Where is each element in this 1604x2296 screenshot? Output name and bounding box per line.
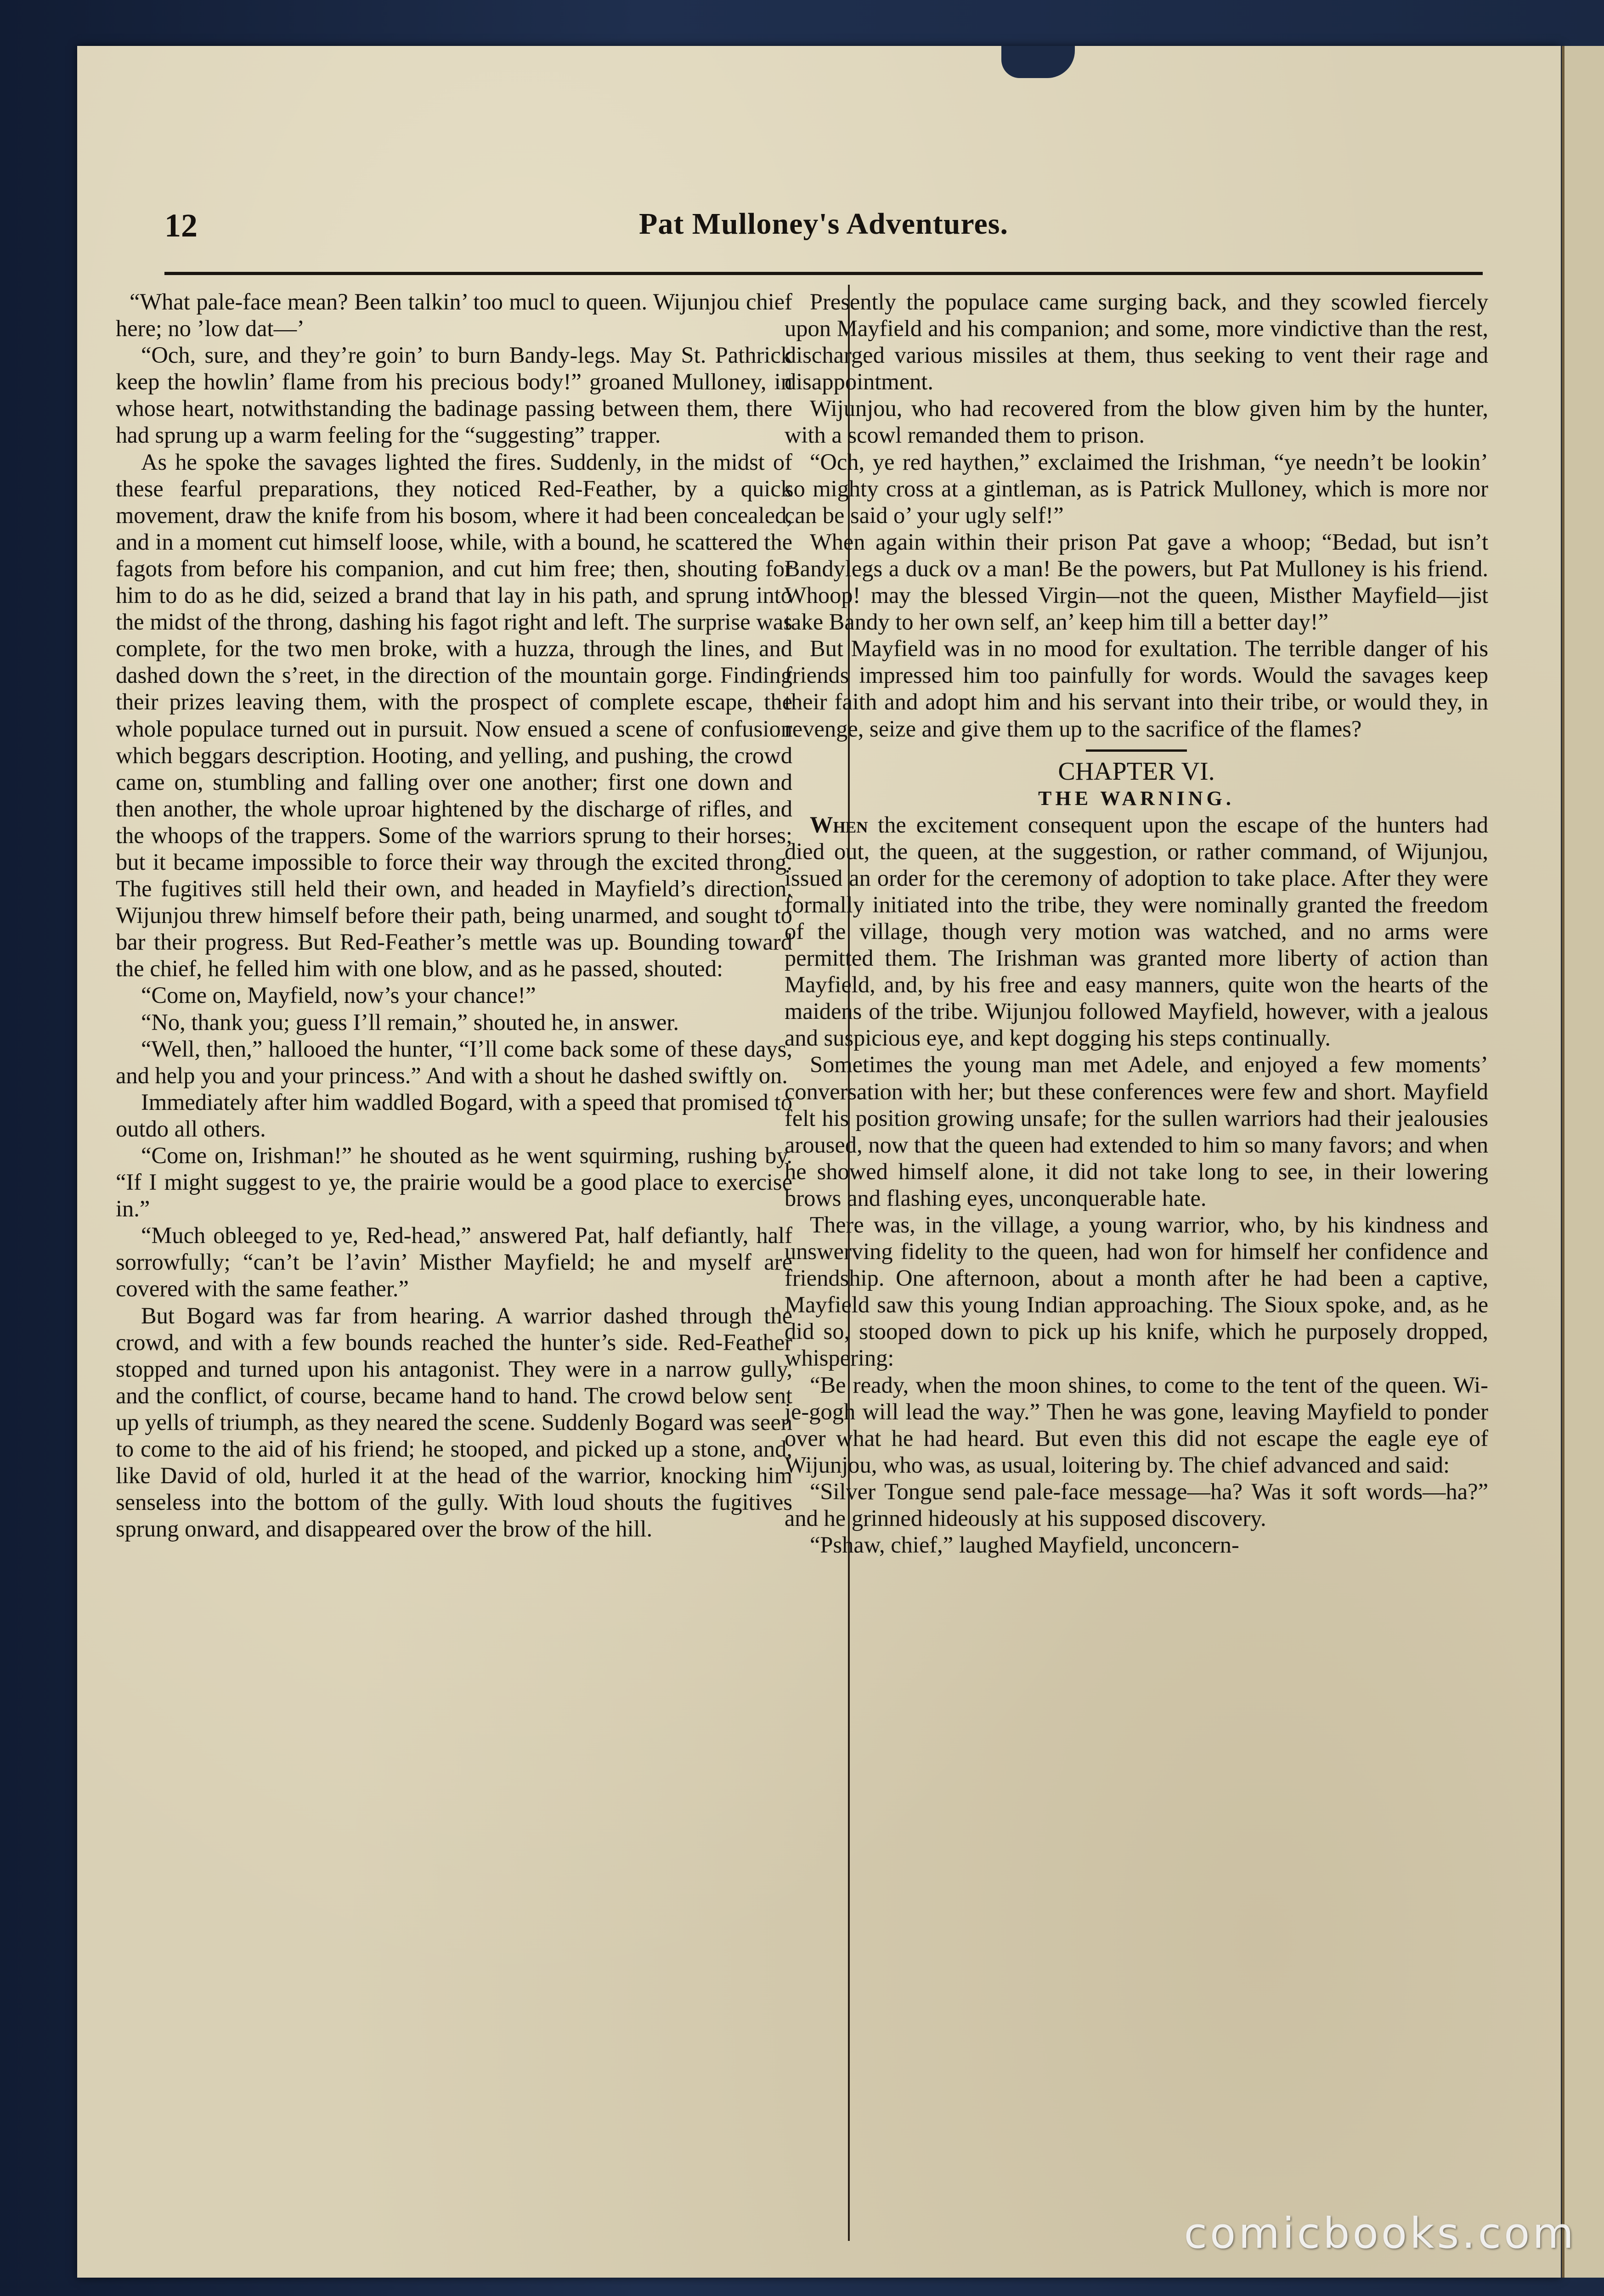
chapter-title: THE WARNING. [1038, 787, 1235, 810]
paragraph: “Well, then,” hallooed the hunter, “I’ll come back some of these days, and help you and your princess.” And with a shout he dashed swiftly on. [116, 1035, 792, 1088]
paragraph: But Bogard was far from hearing. A warrior dashed through the crowd, and with a few bounds reached the hunter’s side. Red-Feather stopped and turned upon his antagonist. They were in a narrow gully, and the conflict, of course, became hand to hand. The crowd below sent up yells of triumph, as they neared the scene. Suddenly Bogard was seen to come to the aid of his friend; he stooped, and picked up a stone, and, like David of old, hurled it at the head of the warrior, knocking him senseless into the bottom of the gully. With loud shouts the fugitives sprung onward, and disappeared over the brow of the hill. [116, 1302, 792, 1542]
paragraph: “Come on, Irishman!” he shouted as he went squirming, rushing by. “If I might suggest to ye, the prairie would be a good place to exercise in.” [116, 1142, 792, 1222]
paragraph: “Much obleeged to ye, Red-head,” answered Pat, half defiantly, half sorrowfully; “can’t be l’avin’ Misther Mayfield; he and myself are covered with the same feather.” [116, 1222, 792, 1302]
paragraph: Immediately after him waddled Bogard, with a speed that promised to outdo all others. [116, 1089, 792, 1142]
paragraph: Presently the populace came surging back, and they scowled fiercely upon Mayfield and his companion; and some, more vindictive than the rest, discharged various missiles at them, thus seeking to vent their rage and disappointment. [785, 289, 1488, 395]
paragraph: “Silver Tongue send pale-face message—ha? Was it soft words—ha?” and he grinned hideously at his supposed discovery. [785, 1478, 1488, 1531]
opening-word: When [810, 811, 868, 838]
paragraph: Wijunjou, who had recovered from the blow given him by the hunter, with a scowl remanded them to prison. [785, 395, 1488, 448]
paragraph: “Come on, Mayfield, now’s your chance!” [141, 982, 536, 1008]
paragraph: “No, thank you; guess I’ll remain,” shouted he, in answer. [141, 1009, 679, 1035]
page-number: 12 [164, 207, 198, 244]
paragraph: “What pale-face mean? Been talkin’ too mucl to queen. Wijunjou chief here; no ’low dat—’ [116, 289, 792, 342]
page-header [164, 207, 1483, 276]
chapter-number: CHAPTER VI. [1058, 757, 1215, 786]
chapter-rule [1086, 749, 1187, 752]
left-column [116, 288, 792, 1542]
watermark-text: comicbooks.com [1184, 2209, 1576, 2258]
opening-text: the excitement consequent upon the escape of the hunters had died out, the queen, at the suggestion, or rather command, of Wijunjou, issued an order for the ceremony of adoption to take place. After they were formally initiated into the tribe, they were nominally granted the freedom of the village, though very motion was watched, and no arms were permitted them. The Irishman was granted more liberty of action than Mayfield, and, by his free and easy manners, quite won the hearts of the maidens of the tribe. Wijunjou followed Mayfield, however, with a jealous and suspicious eye, and kept dogging his steps continually. [785, 811, 1488, 1051]
paragraph: There was, in the village, a young warrior, who, by his kindness and unswerving fidelity to the queen, had won for himself her confidence and friendship. One afternoon, about a month after he had been a captive, Mayfield saw this young Indian approaching. The Sioux spoke, and, as he did so, stooped down to pick up his knife, which he purposely dropped, whispering: [785, 1212, 1488, 1371]
paragraph: When again within their prison Pat gave a whoop; “Bedad, but isn’t Bandylegs a duck ov a man! Be the powers, but Pat Mulloney is his friend. Whoop! may the blessed Virgin—not the queen, Misther Mayfield—jist take Bandy to her own self, an’ keep him till a better day!” [785, 529, 1488, 635]
paragraph: But Mayfield was in no mood for exultation. The terrible danger of his friends impressed him too painfully for words. Would the savages keep their faith and adopt him and his servant into their tribe, or would they, in revenge, seize and give them up to the sacrifice of the flames? [785, 636, 1488, 742]
header-rule [164, 272, 1483, 275]
book-page [77, 46, 1561, 2278]
paragraph: Sometimes the young man met Adele, and enjoyed a few moments’ conversation with her; but these conferences were few and short. Mayfield felt his position growing unsafe; for the sullen warriors had their jealousies aroused, now that the queen had extended to him so many favors; and when he showed himself alone, it did not take long to see, in their lowering brows and flashing eyes, unconquerable hate. [785, 1052, 1488, 1211]
paragraph: “Pshaw, chief,” laughed Mayfield, unconcern- [810, 1532, 1239, 1558]
chapter-heading [785, 749, 1488, 811]
chapter-opening-paragraph [785, 811, 1488, 1052]
right-column [785, 288, 1488, 1558]
adjacent-page-edge [1562, 46, 1604, 2278]
paragraph: “Och, sure, and they’re goin’ to burn Bandy-legs. May St. Pathrick keep the howlin’ flame from his precious body!” groaned Mulloney, in whose heart, notwithstanding the badinage passing between them, there had sprung up a warm feeling for the “suggesting” trapper. [116, 342, 792, 448]
running-title: Pat Mulloney's Adventures. [639, 207, 1008, 241]
paragraph: “Och, ye red haythen,” exclaimed the Irishman, “ye needn’t be lookin’ so mighty cross at a gintleman, as is Patrick Mulloney, which is more nor can be said o’ your ugly self!” [785, 449, 1488, 528]
paragraph: As he spoke the savages lighted the fires. Suddenly, in the midst of these fearful preparations, they noticed Red-Feather, by a quick movement, draw the knife from his bosom, where it had been concealed, and in a moment cut himself loose, while, with a bound, he scattered the fagots from before his companion, and cut him free; then, shouting for him to do as he did, seized a brand that lay in his path, and sprung into the midst of the throng, dashing his fagot right and left. The surprise was complete, for the two men broke, with a huzza, through the lines, and dashed down the s’reet, in the direction of the mountain gorge. Finding their prizes leaving them, with the prospect of complete escape, the whole populace turned out in pursuit. Now ensued a scene of confusion which beggars description. Hooting, and yelling, and pushing, the crowd came on, stumbling and falling over one another; first one down and then another, the whole uproar hightened by the discharge of rifles, and the whoops of the trappers. Some of the warriors sprung to their horses; but it became impossible to force their way through the excited throng. The fugitives still held their own, and headed in Mayfield’s direction. Wijunjou threw himself before their path, being unarmed, and sought to bar their progress. But Red-Feather’s mettle was up. Bounding toward the chief, he felled him with one blow, and as he passed, shouted: [116, 449, 792, 982]
paragraph: “Be ready, when the moon shines, to come to the tent of the queen. Wi-je-gogh will lead the way.” Then he was gone, leaving Mayfield to ponder over what he had heard. But even this did not escape the eagle eye of Wijunjou, who was, as usual, loitering by. The chief advanced and said: [785, 1372, 1488, 1478]
